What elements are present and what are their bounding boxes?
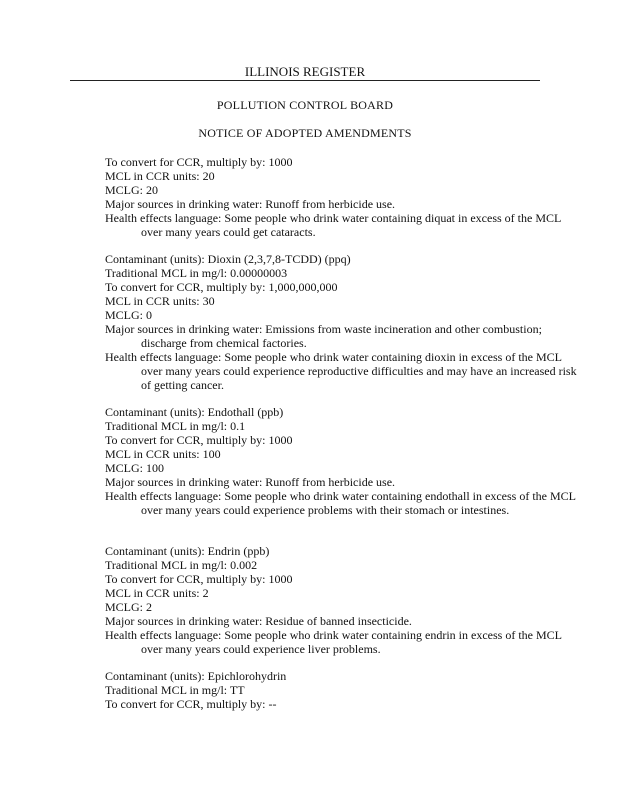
diquat-mcl-ccr: MCL in CCR units: 20: [105, 169, 215, 183]
endothall-contaminant: Contaminant (units): Endothall (ppb): [105, 405, 284, 419]
endothall-health: Health effects language: Some people who drink water containing endothall in excess of the MCL over many years could experience problems with their stomach or intestines.: [105, 489, 576, 517]
diquat-sources: Major sources in drinking water: Runoff from herbicide use.: [105, 197, 396, 211]
endrin-mcl-ccr: MCL in CCR units: 2: [105, 586, 209, 600]
dioxin-mcl-ccr: MCL in CCR units: 30: [105, 294, 215, 308]
endothall-mclg: MCLG: 100: [105, 461, 165, 475]
endrin-traditional: Traditional MCL in mg/l: 0.002: [105, 558, 258, 572]
epichlorohydrin-convert: To convert for CCR, multiply by: --: [105, 697, 277, 711]
endrin-mclg: MCLG: 2: [105, 600, 153, 614]
endrin-contaminant: Contaminant (units): Endrin (ppb): [105, 544, 270, 558]
endothall-traditional: Traditional MCL in mg/l: 0.1: [105, 419, 246, 433]
epichlorohydrin-contaminant: Contaminant (units): Epichlorohydrin: [105, 669, 287, 683]
dioxin-contaminant: Contaminant (units): Dioxin (2,3,7,8-TCDD) (ppq): [105, 252, 351, 266]
endrin-convert: To convert for CCR, multiply by: 1000: [105, 572, 293, 586]
agency-heading: POLLUTION CONTROL BOARD: [216, 98, 394, 112]
header-rule: [70, 80, 540, 81]
diquat-mclg: MCLG: 20: [105, 183, 159, 197]
register-title: ILLINOIS REGISTER: [244, 64, 366, 79]
endothall-mcl-ccr: MCL in CCR units: 100: [105, 447, 221, 461]
dioxin-health: Health effects language: Some people who drink water containing dioxin in excess of the MCL over many years could experience reproductive difficulties and may have an increased risk of getting cancer.: [105, 350, 577, 392]
notice-heading: NOTICE OF ADOPTED AMENDMENTS: [198, 126, 412, 140]
dioxin-traditional: Traditional MCL in mg/l: 0.00000003: [105, 266, 288, 280]
diquat-health: Health effects language: Some people who drink water containing diquat in excess of the MCL over many years could get cataracts.: [105, 211, 561, 239]
epichlorohydrin-traditional: Traditional MCL in mg/l: TT: [105, 683, 245, 697]
endrin-health: Health effects language: Some people who drink water containing endrin in excess of the MCL over many years could experience liver problems.: [105, 628, 562, 656]
dioxin-mclg: MCLG: 0: [105, 308, 153, 322]
endothall-sources: Major sources in drinking water: Runoff from herbicide use.: [105, 475, 396, 489]
dioxin-sources: Major sources in drinking water: Emissions from waste incineration and other combustion; discharge from chemical factories.: [105, 322, 542, 350]
dioxin-convert: To convert for CCR, multiply by: 1,000,000,000: [105, 280, 338, 294]
diquat-convert: To convert for CCR, multiply by: 1000: [105, 155, 293, 169]
endrin-sources: Major sources in drinking water: Residue of banned insecticide.: [105, 614, 412, 628]
endothall-convert: To convert for CCR, multiply by: 1000: [105, 433, 293, 447]
